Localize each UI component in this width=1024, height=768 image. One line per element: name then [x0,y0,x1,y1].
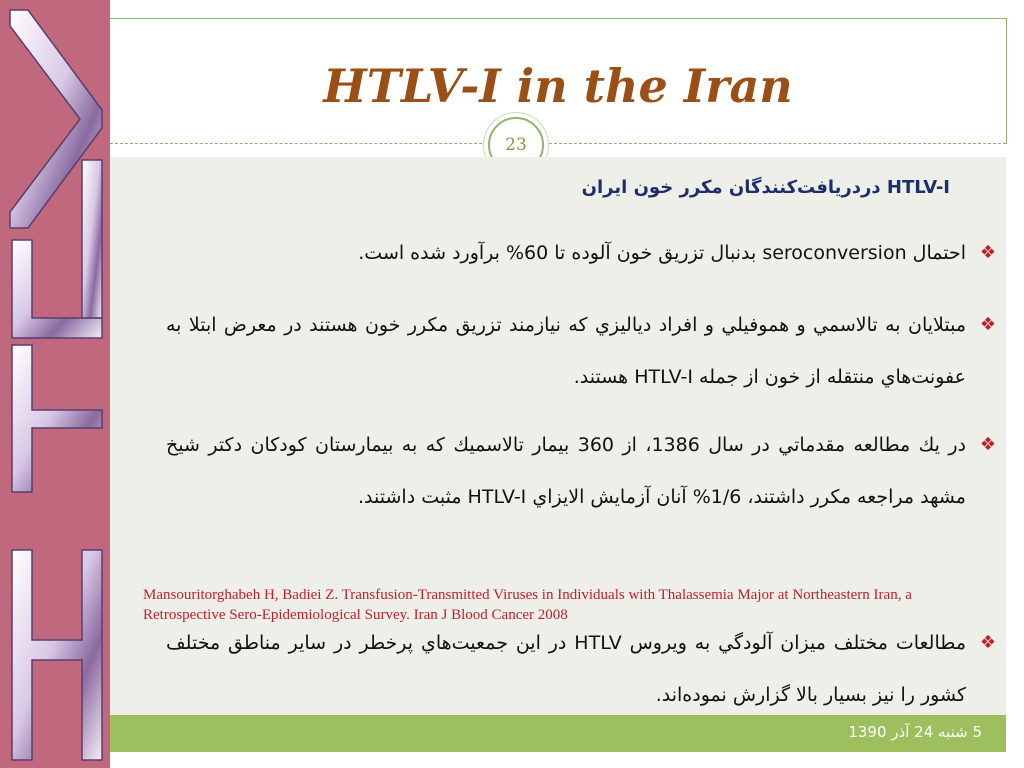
diamond-bullet-icon: ❖ [979,632,996,653]
reference-citation: Mansouritorghabeh H, Badiei Z. Transfusion-Transmitted Viruses in Individuals with Thalassemia Major at Northeastern Iran, a Retrospective Sero-Epidemiological Survey. Iran J Blood Cancer 2008 [143,587,912,623]
bullet-text: مطالعات مختلف ميزان آلودگي به ويروس HTLV در اين جمعيت‌هاي پرخطر در ساير مناطق مختلف كشور را نيز بسيار بالا گزارش نموده‌اند. [166,632,967,706]
bullet-item [166,617,996,721]
bullet-item [166,227,996,279]
footer-bar [110,715,1006,752]
title-area [110,18,1007,144]
htlv-glass-letters-icon [4,0,108,768]
bullet-text: مبتلايان به تالاسمي و هموفيلي و افراد دياليزي که نيازمند تزريق مکرر خون هستند در معرض ابتلا به عفونت‌هاي منتقله از خون از جمله HTLV-I هستند. [166,314,966,388]
diamond-bullet-icon: ❖ [979,242,996,263]
slide-title: HTLV-I in the Iran [323,59,793,113]
bullet-item [166,299,996,403]
bullet-text: احتمال seroconversion بدنبال تزریق خون آلوده تا 60% برآورد شده است. [358,242,966,264]
diamond-bullet-icon: ❖ [979,434,996,455]
diamond-bullet-icon: ❖ [979,314,996,335]
page-number-badge: 23 [488,117,544,173]
decorative-side-banner [0,0,110,768]
slide-subtitle: HTLV-I دردریافت‌کنندگان مکرر خون ایران [581,177,950,198]
content-panel [110,157,1006,715]
bullet-item [166,419,996,523]
footer-date: 5 شنبه 24 آذر 1390 [848,723,982,741]
title-divider [110,143,1006,144]
bullet-text: در يك مطالعه مقدماتي در سال 1386، از 360 بيمار تالاسميك كه به بيمارستان كودكان دكتر شيخ مشهد مراجعه مكرر داشتند، 1/6% آنان آزمايش الايزاي HTLV-I مثبت داشتند. [166,434,966,508]
